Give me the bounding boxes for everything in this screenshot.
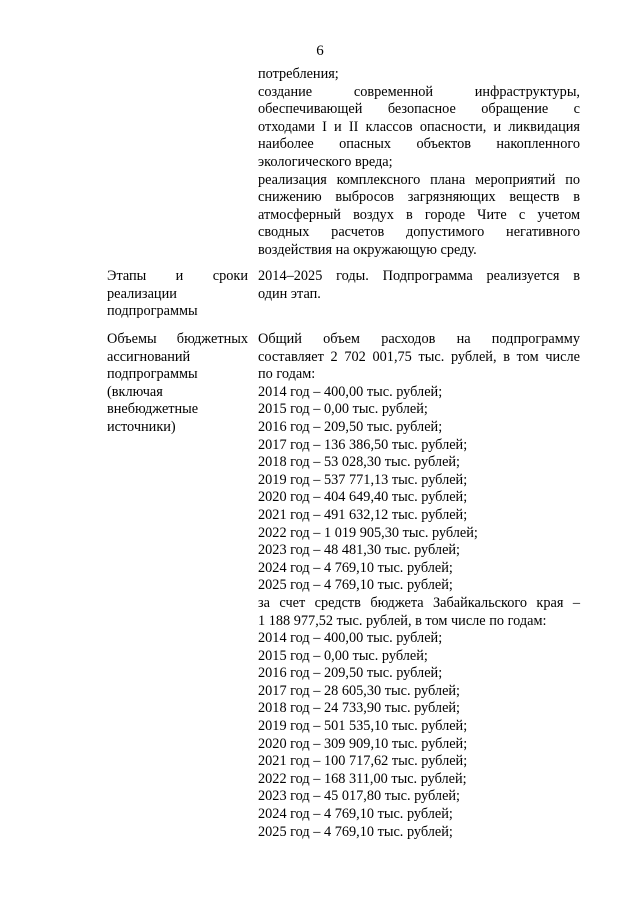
budget-line: 2019 год – 501 535,10 тыс. рублей; [258,718,468,735]
budget-line: по годам: [258,366,316,383]
goals-line: создание современной инфраструктуры, [258,83,580,100]
goals-line: потребления; [258,66,339,82]
budget-line: 2017 год – 136 386,50 тыс. рублей; [258,436,468,453]
budget-line: 2025 год – 4 769,10 тыс. рублей; [258,577,453,594]
stages-value-line: 2014–2025 годы. Подпрограмма реализуется в [258,268,580,284]
budget-line: 2024 год – 4 769,10 тыс. рублей; [258,559,453,576]
budget-line: 2020 год – 404 649,40 тыс. рублей; [258,489,468,506]
budget-line: 2022 год – 1 019 905,30 тыс. рублей; [258,524,478,541]
stages-value [258,268,580,303]
budget-line: 1 188 977,52 тыс. рублей, в том числе по годам: [258,612,547,629]
goals-line: реализация комплексного плана мероприятий по [258,171,580,188]
budget-line: 2017 год – 28 605,30 тыс. рублей; [258,682,461,699]
budget-label-line: Объемы бюджетных [107,331,248,347]
budget-line: Общий объем расходов на подпрограмму [258,331,580,347]
stages-label-line: реализации [107,285,177,302]
budget-line: 2019 год – 537 771,13 тыс. рублей; [258,471,468,488]
budget-value [258,331,580,841]
budget-label-line: (включая [107,383,163,400]
goals-line: снижению выбросов загрязняющих веществ в [258,189,580,206]
budget-line: 2016 год – 209,50 тыс. рублей; [258,665,443,682]
stages-label-line: Этапы и сроки [107,268,248,284]
stages-label-line: подпрограммы [107,303,198,320]
goals-line: воздействия на окружающую среду. [258,241,477,258]
budget-line: 2021 год – 100 717,62 тыс. рублей; [258,753,468,770]
goals-line: сводных расчетов допустимого негативного [258,224,580,241]
budget-line: 2021 год – 491 632,12 тыс. рублей; [258,506,468,523]
goals-line: обеспечивающей безопасное обращение с [258,101,580,118]
budget-label-line: внебюджетные [107,401,199,418]
budget-line: 2023 год – 48 481,30 тыс. рублей; [258,542,461,559]
budget-line: 2022 год – 168 311,00 тыс. рублей; [258,770,467,787]
budget-line: 2015 год – 0,00 тыс. рублей; [258,647,428,664]
budget-line: 2025 год – 4 769,10 тыс. рублей; [258,823,453,840]
budget-line: 2016 год – 209,50 тыс. рублей; [258,418,443,435]
stages-value-line: один этап. [258,285,321,302]
budget-line: составляет 2 702 001,75 тыс. рублей, в том числе [258,348,580,365]
budget-line: 2014 год – 400,00 тыс. рублей; [258,383,443,400]
budget-label-line: подпрограммы [107,366,198,383]
budget-line: 2018 год – 24 733,90 тыс. рублей; [258,700,461,717]
budget-label-line: источники) [107,418,176,435]
budget-line: 2023 год – 45 017,80 тыс. рублей; [258,788,461,805]
budget-label [107,331,248,437]
goals-line: экологического вреда; [258,153,393,170]
budget-line: 2018 год – 53 028,30 тыс. рублей; [258,454,461,471]
goals-line: атмосферный воздух в городе Чите с учетом [258,206,580,223]
stages-label [107,268,248,321]
budget-line: 2015 год – 0,00 тыс. рублей; [258,401,428,418]
goals-line: отходами I и II классов опасности, и ликвидация [258,118,580,135]
goals-line: наиболее опасных объектов накопленного [258,136,580,153]
budget-line: 2020 год – 309 909,10 тыс. рублей; [258,735,468,752]
budget-line: за счет средств бюджета Забайкальского края – [258,594,580,611]
page-number: 6 [316,43,324,59]
goals-continuation [258,66,580,260]
budget-line: 2014 год – 400,00 тыс. рублей; [258,630,443,647]
budget-label-line: ассигнований [107,348,191,365]
budget-line: 2024 год – 4 769,10 тыс. рублей; [258,806,453,823]
